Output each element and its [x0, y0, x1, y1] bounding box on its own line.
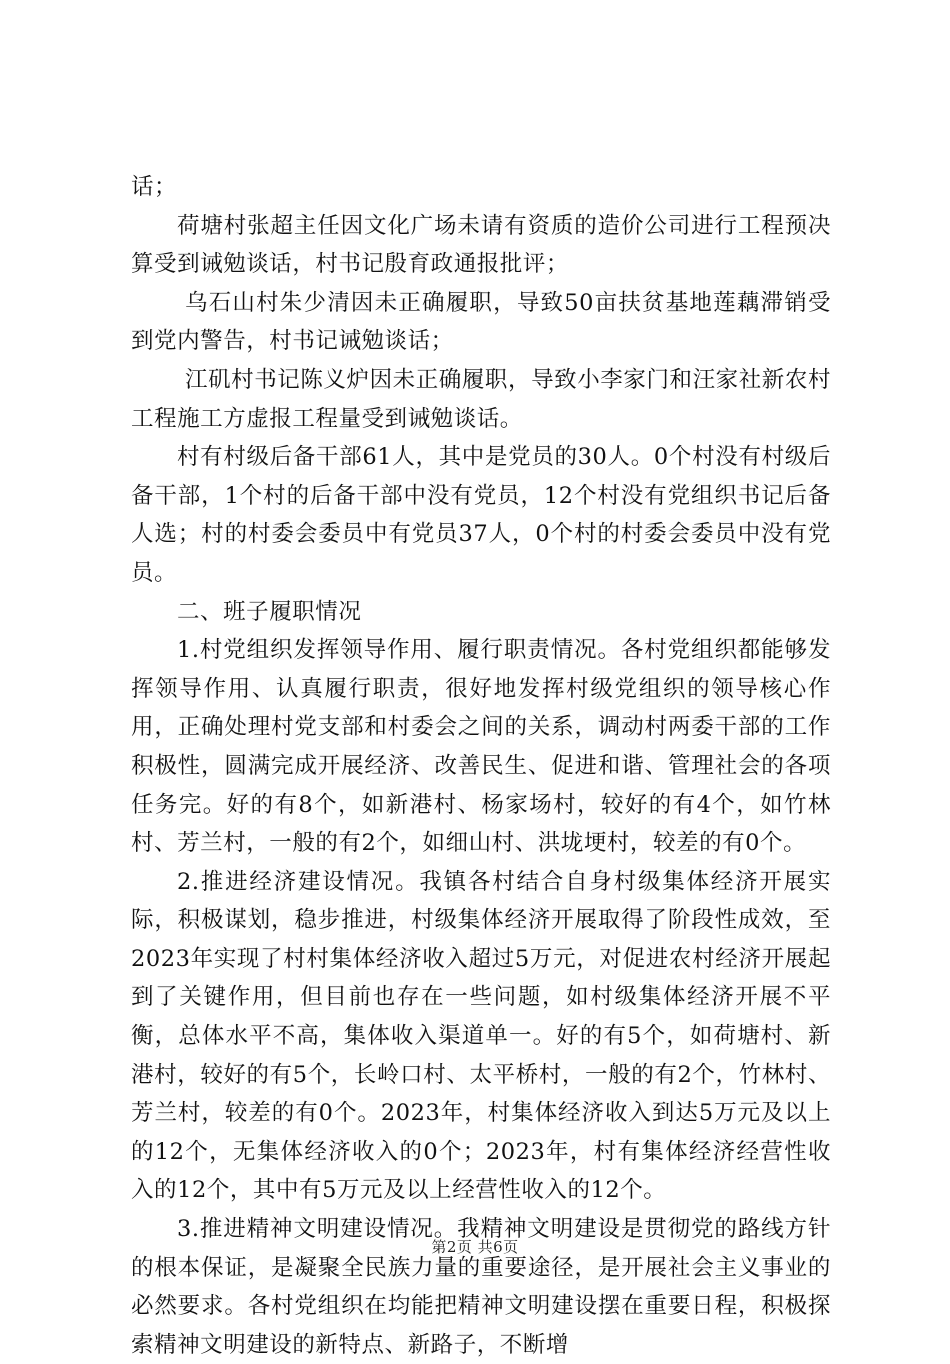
paragraph-item-2-economy: 2.推进经济建设情况。我镇各村结合自身村级集体经济开展实际，积极谋划，稳步推进，村级集体经济开展取得了阶段性成效，至2023年实现了村村集体经济收入超过5万元，对促进农村经济开展起到了关键作用，但目前也存在一些问题，如村级集体经济开展不平衡，总体水平不高，集体收入渠道单一。好的有5个，如荷塘村、新港村，较好的有5个，长岭口村、太平桥村，一般的有2个，竹林村、芳兰村，较差的有0个。2023年，村集体经济收入到达5万元及以上的12个，无集体经济收入的0个；2023年，村有集体经济经营性收入的12个，其中有5万元及以上经营性收入的12个。	[131, 868, 831, 1204]
page-number-footer: 第2页 共6页	[431, 1238, 519, 1256]
paragraph-hetang-village: 荷塘村张超主任因文化广场未请有资质的造价公司进行工程预决算受到诫勉谈话，村书记殷育政通报批评；	[131, 212, 831, 278]
paragraph-item-3-civilization: 3.推进精神文明建设情况。我精神文明建设是贯彻党的路线方针的根本保证，是凝聚全民族力量的重要途径，是开展社会主义事业的必然要求。各村党组织在均能把精神文明建设摆在重要日程，积极探索精神文明建设的新特点、新路子，不断增	[131, 1216, 831, 1358]
paragraph-reserve-cadres: 村有村级后备干部61人，其中是党员的30人。0个村没有村级后备干部，1个村的后备干部中没有党员，12个村没有党组织书记后备人选；村的村委会委员中有党员37人，0个村的村委会委员中没有党员。	[131, 444, 831, 586]
paragraph-jiangji-village: 江矶村书记陈义炉因未正确履职，导致小李家门和汪家社新农村工程施工方虚报工程量受到诫勉谈话。	[131, 366, 831, 432]
section-heading-duty-performance: 二、班子履职情况	[177, 598, 362, 625]
paragraph-continuation: 话；	[131, 174, 178, 200]
paragraph-wushishan-village: 乌石山村朱少清因未正确履职，导致50亩扶贫基地莲藕滞销受到党内警告，村书记诫勉谈话；	[131, 289, 831, 355]
document-body	[131, 168, 831, 1364]
paragraph-item-1-leadership: 1.村党组织发挥领导作用、履行职责情况。各村党组织都能够发挥领导作用、认真履行职责，很好地发挥村级党组织的领导核心作用，正确处理村党支部和村委会之间的关系，调动村两委干部的工作积极性，圆满完成开展经济、改善民生、促进和谐、管理社会的各项任务完。好的有8个，如新港村、杨家场村，较好的有4个，如竹林村、芳兰村，一般的有2个，如细山村、洪垅埂村，较差的有0个。	[131, 637, 831, 857]
